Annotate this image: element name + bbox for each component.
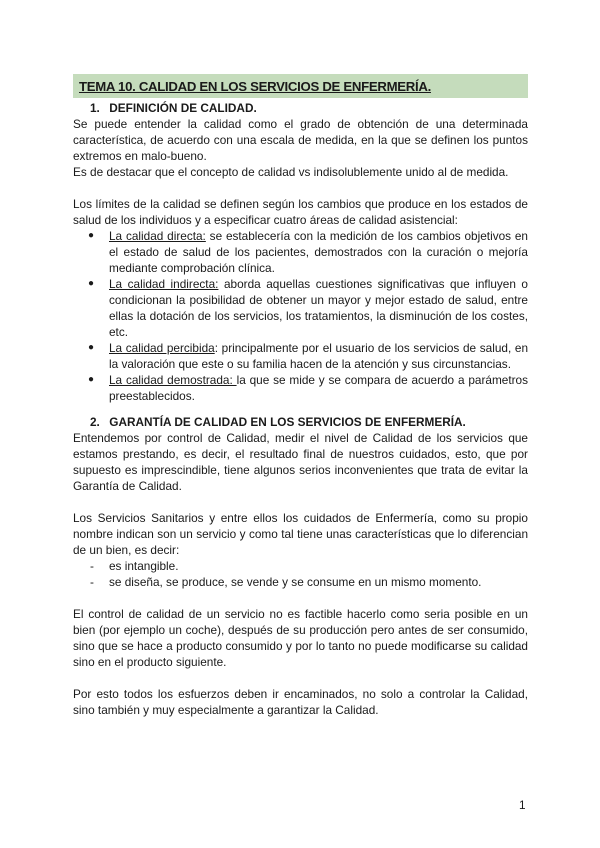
document-title: TEMA 10. CALIDAD EN LOS SERVICIOS DE ENFERMERÍA. (73, 74, 528, 98)
list-item (73, 574, 528, 590)
section-2-paragraph-3: El control de calidad de un servicio no es factible hacerlo como seria posible en un bien (por ejemplo un coche), después de su producción pero antes de ser consumido, sino que se hace a producto consumido y por lo tanto no puede modificarse su calidad sino en el producto siguiente. (73, 607, 528, 669)
list-item-text: es intangible. (109, 559, 179, 573)
list-item (73, 228, 528, 276)
section-1-heading (73, 100, 528, 116)
list-item-text: se diseña, se produce, se vende y se consume en un mismo momento. (109, 575, 482, 589)
list-item-term: La calidad indirecta: (109, 277, 219, 291)
bullet-icon: ● (88, 230, 95, 241)
list-item (73, 276, 528, 340)
section-2-paragraph-2: Los Servicios Sanitarios y entre ellos los cuidados de Enfermería, como su propio nombre indican son un servicio y como tal tiene unas características que lo diferencian de un bien, es decir: (73, 511, 528, 557)
bullet-icon: ● (88, 278, 95, 289)
section-2-title: GARANTÍA DE CALIDAD EN LOS SERVICIOS DE ENFERMERÍA. (109, 415, 466, 429)
list-item (73, 558, 528, 574)
list-item (73, 372, 528, 404)
list-item-text: : principalmente por el usuario de los servicios de salud, en la valoración que este o su familia hacen de la atención y sus circunstancias. (109, 341, 528, 371)
section-1-number: 1. (90, 101, 100, 115)
list-item-term: La calidad directa: (109, 229, 206, 243)
section-1-paragraph-2: Es de destacar que el concepto de calidad vs indisolublemente unido al de medida. (73, 165, 509, 179)
list-item-text: aborda aquellas cuestiones significativas que influyen o condicionan la posibilidad de obtener un mayor y mejor estado de salud, entre ellas la dotación de los servicios, los tratamientos, la disminución de los costes, etc. (109, 277, 528, 339)
list-item-term: La calidad demostrada: (109, 373, 237, 387)
dash-icon: - (90, 575, 94, 589)
list-item-term: La calidad percibida (109, 341, 215, 355)
list-item-text: se establecería con la medición de los cambios objetivos en el estado de salud de los pacientes, demostrados con la curación o mejoría mediante comprobación clínica. (109, 229, 528, 275)
bullet-icon: ● (88, 374, 95, 385)
section-2-heading (73, 414, 528, 430)
section-1-paragraph-1: Se puede entender la calidad como el grado de obtención de una determinada característica, de acuerdo con una escala de medida, en la que se definen los puntos extremos en malo-bueno. (73, 117, 528, 163)
section-1-paragraph-3: Los límites de la calidad se definen según los cambios que produce en los estados de salud de los individuos y a especificar cuatro áreas de calidad asistencial: (73, 197, 528, 227)
section-2-number: 2. (90, 415, 100, 429)
service-characteristics-list (73, 558, 528, 590)
dash-icon: - (90, 559, 94, 573)
list-item-text: la que se mide y se compara de acuerdo a parámetros preestablecidos. (109, 373, 528, 403)
section-1-title: DEFINICIÓN DE CALIDAD. (109, 101, 257, 115)
bullet-icon: ● (88, 342, 95, 353)
section-2-paragraph-4: Por esto todos los esfuerzos deben ir encaminados, no solo a controlar la Calidad, sino también y muy especialmente a garantizar la Calidad. (73, 687, 528, 717)
list-item (73, 340, 528, 372)
page-number: 1 (519, 798, 526, 812)
quality-types-list (73, 228, 528, 404)
section-2-paragraph-1: Entendemos por control de Calidad, medir el nivel de Calidad de los servicios que estamos prestando, es decir, el resultado final de nuestros cuidados, esto, que por supuesto es imprescindible, tiene algunos serios inconvenientes que trata de evitar la Garantía de Calidad. (73, 431, 528, 493)
document-page (73, 74, 528, 718)
